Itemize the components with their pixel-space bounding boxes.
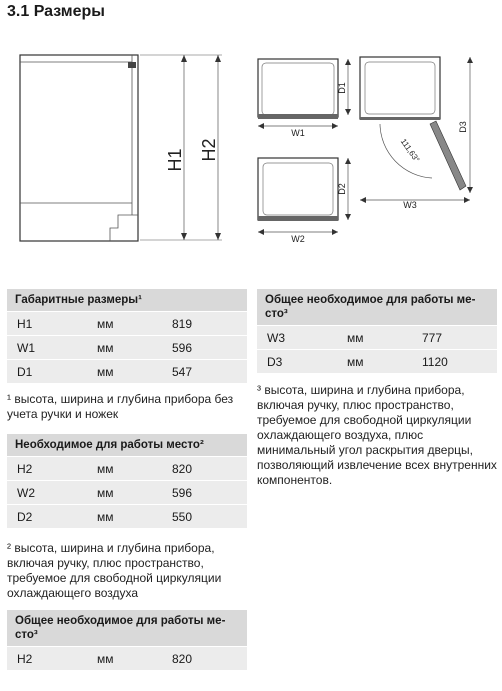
row-name: H2 xyxy=(17,651,33,666)
table-row xyxy=(257,349,497,373)
row-value: 547 xyxy=(172,364,193,379)
table-row xyxy=(7,335,247,359)
table-heading: Необходимое для работы место² xyxy=(7,434,247,456)
row-name: H2 xyxy=(17,461,33,476)
table-heading xyxy=(257,289,497,325)
table-row xyxy=(7,504,247,528)
row-unit: мм xyxy=(347,354,364,369)
label-h2: H2 xyxy=(199,138,219,162)
table-row xyxy=(257,325,497,349)
row-name: W3 xyxy=(267,330,285,345)
row-name: D1 xyxy=(17,364,33,379)
table-heading xyxy=(7,610,247,646)
row-unit: мм xyxy=(97,509,114,524)
table-row xyxy=(7,311,247,335)
front-view-drawing xyxy=(20,55,222,241)
label-w3: W3 xyxy=(403,200,417,210)
footnote-3: ³ высота, ширина и глубина прибора, включая ручку, плюс пространство, требуемое для свободной циркуляции охлаждающего воздуха, плюс минимальный угол раскрытия дверцы, позволяющий извлечение всех внутренних компонентов. xyxy=(257,383,497,487)
label-d3: D3 xyxy=(458,121,468,133)
row-value: 820 xyxy=(172,651,193,666)
table-row xyxy=(7,359,247,383)
top-view-open-door xyxy=(360,57,473,203)
label-w1: W1 xyxy=(291,128,305,138)
footnote-1: ¹ высота, ширина и глубина прибора без учета ручки и ножек xyxy=(7,392,234,421)
row-name: W1 xyxy=(17,340,35,355)
table-required-space xyxy=(7,434,247,528)
label-w2: W2 xyxy=(291,234,305,244)
row-value: 820 xyxy=(172,461,193,476)
heading-line-2: сто³ xyxy=(15,629,38,641)
row-value: 819 xyxy=(172,316,193,331)
row-value: 596 xyxy=(172,340,193,355)
dimension-drawings xyxy=(0,0,502,250)
heading-line-1: Общее необходимое для работы ме- xyxy=(15,615,226,627)
table-heading: Габаритные размеры¹ xyxy=(7,289,247,311)
row-unit: мм xyxy=(347,330,364,345)
row-name: H1 xyxy=(17,316,33,331)
row-unit: мм xyxy=(97,461,114,476)
row-value: 1120 xyxy=(422,354,448,369)
table-row xyxy=(7,480,247,504)
table-row xyxy=(7,646,247,670)
row-unit: мм xyxy=(97,316,114,331)
row-name: D3 xyxy=(267,354,283,369)
row-value: 777 xyxy=(422,330,443,345)
label-angle: 111,63° xyxy=(398,137,422,164)
heading-line-1: Общее необходимое для работы ме- xyxy=(265,294,476,306)
row-name: W2 xyxy=(17,485,35,500)
table-row xyxy=(7,456,247,480)
row-unit: мм xyxy=(97,364,114,379)
row-value: 550 xyxy=(172,509,193,524)
table-total-space-right xyxy=(257,289,497,373)
row-value: 596 xyxy=(172,485,193,500)
row-unit: мм xyxy=(97,485,114,500)
section-title: 3.1 Размеры xyxy=(7,3,105,20)
label-h1: H1 xyxy=(165,148,185,172)
table-total-space-left xyxy=(7,610,247,670)
footnote-2: ² высота, ширина и глубина прибора, включая ручку, плюс пространство, требуемое для свободной циркуляции охлаждающего воздуха xyxy=(7,541,222,600)
top-view-w2-d2 xyxy=(258,158,351,235)
table-dimensions xyxy=(7,289,247,383)
row-name: D2 xyxy=(17,509,33,524)
heading-line-2: сто³ xyxy=(265,308,288,320)
row-unit: мм xyxy=(97,340,114,355)
label-d2: D2 xyxy=(337,183,347,195)
label-d1: D1 xyxy=(337,82,347,94)
row-unit: мм xyxy=(97,651,114,666)
